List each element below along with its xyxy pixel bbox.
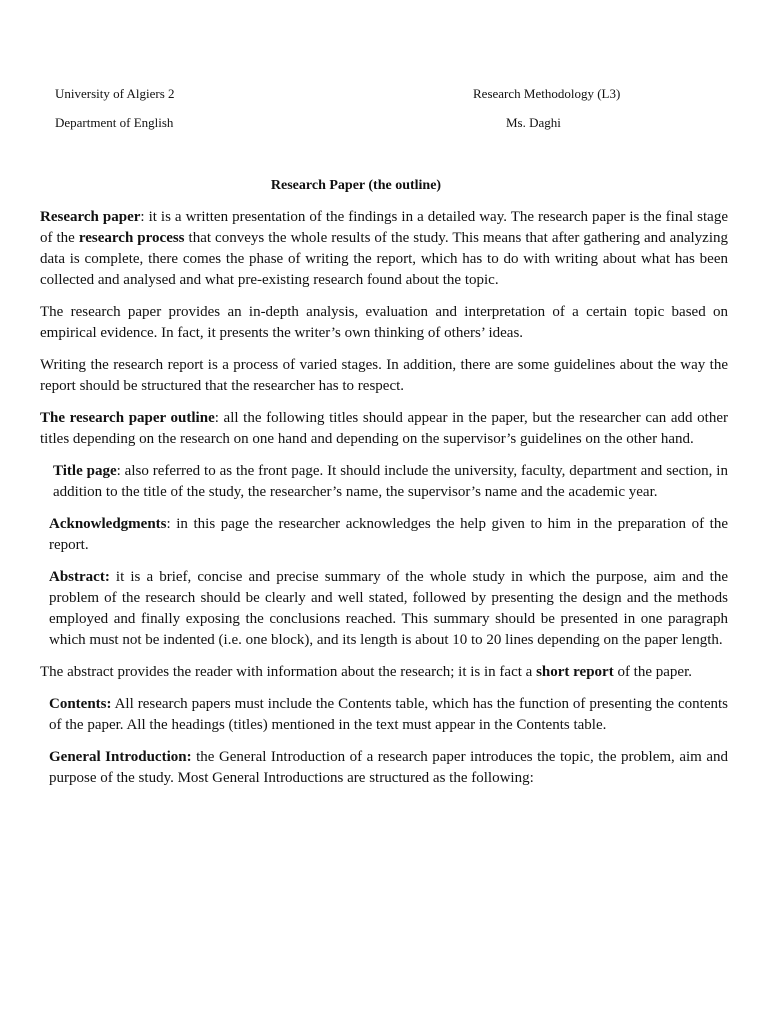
- term-research-process: research process: [78, 230, 185, 246]
- paragraph-abstract: [40, 567, 728, 651]
- term-outline: The research paper outline: [40, 410, 215, 426]
- paragraph-text: : also referred to as the front page. It should include the university, faculty, department and section, in addition to the title of the study, the researcher’s name, the supervisor’s name and the academic year.: [53, 463, 728, 500]
- paragraph-contents: [40, 694, 728, 736]
- document-body: [40, 207, 728, 800]
- paragraph-acknowledgments: [40, 514, 728, 556]
- paragraph-text: that conveys the whole results of the study. This means that after gathering and analyzing data is complete, there comes the phase of writing the report, which has to do with writing about what has been collected and analysed and what pre-existing research found about the topic.: [40, 230, 728, 288]
- paragraph-research-paper: [40, 207, 728, 291]
- paragraph-outline: [40, 408, 728, 450]
- document-title: Research Paper (the outline): [270, 178, 442, 193]
- paragraph-text: it is a brief, concise and precise summary of the whole study in which the purpose, aim and the problem of the research should be clearly and well stated, followed by presenting the design and the methods employed and finally exposing the conclusions reached. This summary should be presented in one paragraph which must not be indented (i.e. one block), and its length is about 10 to 20 lines depending on the paper length.: [49, 569, 728, 648]
- paragraph-general-introduction: [40, 747, 728, 789]
- paragraph-in-depth-analysis: The research paper provides an in-depth analysis, evaluation and interpretation of a certain topic based on empirical evidence. In fact, it presents the writer’s own thinking of others’ ideas.: [40, 304, 728, 341]
- paragraph-varied-stages: Writing the research report is a process of varied stages. In addition, there are some guidelines about the way the report should be structured that the researcher has to respect.: [40, 357, 728, 394]
- paragraph-text: : it is a written presentation of the findings in a detailed way. The research paper is the final stage of the: [40, 209, 728, 246]
- paragraph-text: of the paper.: [613, 664, 692, 680]
- paragraph-text: : all the following titles should appear in the paper, but the researcher can add other titles depending on the research on one hand and depending on the supervisor’s guidelines on the other hand.: [40, 410, 728, 447]
- teacher-name: Ms. Daghi: [506, 115, 561, 130]
- term-research-paper: Research paper: [40, 209, 141, 225]
- paragraph-text: : in this page the researcher acknowledges the help given to him in the preparation of the report.: [49, 516, 728, 553]
- term-general-introduction: General Introduction:: [49, 749, 192, 765]
- term-short-report: short report: [536, 664, 614, 680]
- term-acknowledgments: Acknowledgments: [49, 516, 167, 532]
- term-title-page: Title page: [53, 463, 117, 479]
- course-name: Research Methodology (L3): [473, 86, 621, 101]
- term-contents: Contents:: [49, 696, 112, 712]
- paragraph-text: the General Introduction of a research paper introduces the topic, the problem, aim and purpose of the study. Most General Introductions are structured as the following:: [49, 749, 728, 786]
- paragraph-text: All research papers must include the Contents table, which has the function of presenting the contents of the paper. All the headings (titles) mentioned in the text must appear in the Contents table.: [49, 696, 728, 733]
- term-abstract: Abstract:: [49, 569, 110, 585]
- paragraph-abstract-purpose: [40, 662, 728, 683]
- department-name: Department of English: [55, 115, 174, 130]
- university-name: University of Algiers 2: [55, 86, 175, 101]
- paragraph-title-page: [40, 461, 728, 503]
- paragraph-text: The abstract provides the reader with information about the research; it is in fact a: [40, 664, 537, 680]
